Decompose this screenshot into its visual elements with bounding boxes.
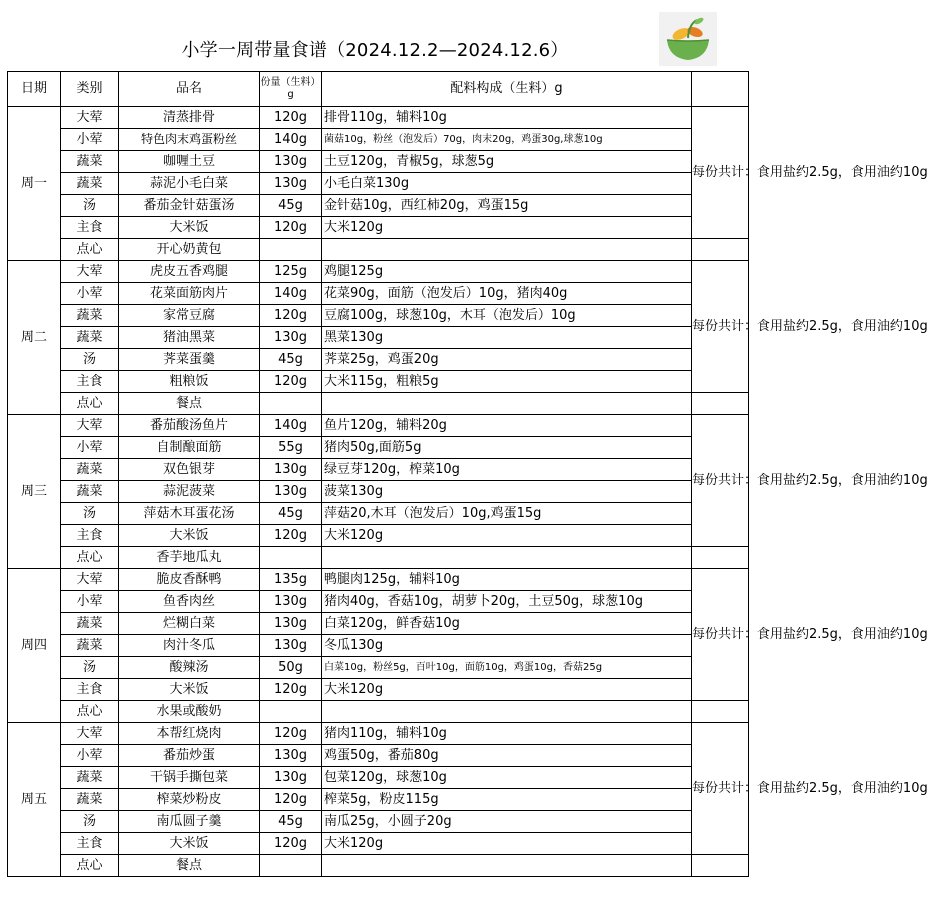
ingredients-cell: 黑菜130g (322, 327, 692, 349)
dish-cell: 开心奶黄包 (119, 239, 260, 261)
dish-cell: 香芋地瓜丸 (119, 547, 260, 569)
ingredients-cell (322, 239, 692, 261)
portion-cell: 140g (260, 129, 322, 151)
ingredients-cell (322, 393, 692, 415)
portion-cell: 130g (260, 613, 322, 635)
ingredients-cell: 白菜120g，鲜香菇10g (322, 613, 692, 635)
dish-cell: 猪油黑菜 (119, 327, 260, 349)
category-cell: 汤 (61, 811, 119, 833)
table-row (8, 415, 749, 437)
table-row (8, 525, 749, 547)
portion-cell: 130g (260, 327, 322, 349)
header-row (8, 72, 749, 107)
table-row (8, 547, 749, 569)
dish-cell: 虎皮五香鸡腿 (119, 261, 260, 283)
table-row (8, 195, 749, 217)
seasoning-note: 每份共计：食用盐约2.5g，食用油约10g (692, 723, 749, 855)
dish-cell: 烂糊白菜 (119, 613, 260, 635)
category-cell: 小荤 (61, 437, 119, 459)
portion-cell: 120g (260, 107, 322, 129)
portion-cell: 45g (260, 811, 322, 833)
dish-cell: 咖喱土豆 (119, 151, 260, 173)
portion-cell: 125g (260, 261, 322, 283)
dish-cell: 清蒸排骨 (119, 107, 260, 129)
portion-cell: 130g (260, 745, 322, 767)
ingredients-cell: 大米120g (322, 525, 692, 547)
table-row (8, 349, 749, 371)
logo-icon (659, 12, 717, 66)
table-row (8, 305, 749, 327)
portion-cell: 55g (260, 437, 322, 459)
category-cell: 大荤 (61, 415, 119, 437)
portion-cell: 120g (260, 305, 322, 327)
category-cell: 小荤 (61, 745, 119, 767)
dish-cell: 蒜泥小毛白菜 (119, 173, 260, 195)
table-row (8, 151, 749, 173)
dish-cell: 榨菜炒粉皮 (119, 789, 260, 811)
table-row (8, 789, 749, 811)
ingredients-cell: 荠菜25g，鸡蛋20g (322, 349, 692, 371)
dish-cell: 大米饭 (119, 679, 260, 701)
table-row (8, 283, 749, 305)
table-row (8, 855, 749, 877)
ingredients-cell: 菌菇10g，粉丝（泡发后）70g，肉末20g，鸡蛋30g,球葱10g (322, 129, 692, 151)
portion-cell: 120g (260, 833, 322, 855)
ingredients-cell (322, 547, 692, 569)
note-blank-cell (692, 855, 749, 877)
table-row (8, 811, 749, 833)
header-category: 类别 (61, 72, 119, 107)
category-cell: 小荤 (61, 283, 119, 305)
portion-cell: 120g (260, 679, 322, 701)
header-ingredients: 配料构成（生料）g (322, 72, 692, 107)
ingredients-cell: 冬瓜130g (322, 635, 692, 657)
dish-cell: 本帮红烧肉 (119, 723, 260, 745)
portion-cell: 140g (260, 415, 322, 437)
table-row (8, 833, 749, 855)
ingredients-cell: 榨菜5g，粉皮115g (322, 789, 692, 811)
ingredients-cell: 大米115g，粗粮5g (322, 371, 692, 393)
table-row (8, 591, 749, 613)
dish-cell: 番茄炒蛋 (119, 745, 260, 767)
dish-cell: 荠菜蛋羹 (119, 349, 260, 371)
header-portion: 份量（生料）g (260, 72, 322, 107)
table-row (8, 393, 749, 415)
category-cell: 大荤 (61, 261, 119, 283)
dish-cell: 脆皮香酥鸭 (119, 569, 260, 591)
seasoning-note: 每份共计：食用盐约2.5g，食用油约10g (692, 415, 749, 547)
seasoning-note: 每份共计：食用盐约2.5g，食用油约10g (692, 261, 749, 393)
category-cell: 点心 (61, 393, 119, 415)
ingredients-cell: 南瓜25g，小圆子20g (322, 811, 692, 833)
category-cell: 点心 (61, 547, 119, 569)
portion-cell: 120g (260, 217, 322, 239)
seasoning-note: 每份共计：食用盐约2.5g，食用油约10g (692, 569, 749, 701)
category-cell: 主食 (61, 679, 119, 701)
dish-cell: 双色银芽 (119, 459, 260, 481)
day-cell: 周五 (8, 723, 61, 877)
portion-cell: 140g (260, 283, 322, 305)
portion-cell: 45g (260, 195, 322, 217)
table-row (8, 503, 749, 525)
category-cell: 蔬菜 (61, 481, 119, 503)
portion-cell: 130g (260, 151, 322, 173)
category-cell: 点心 (61, 701, 119, 723)
dish-cell: 萍菇木耳蛋花汤 (119, 503, 260, 525)
ingredients-cell: 大米120g (322, 833, 692, 855)
table-row (8, 327, 749, 349)
ingredients-cell: 猪肉50g,面筋5g (322, 437, 692, 459)
ingredients-cell: 白菜10g，粉丝5g，百叶10g，面筋10g，鸡蛋10g，香菇25g (322, 657, 692, 679)
portion-cell (260, 393, 322, 415)
header-day: 日期 (8, 72, 61, 107)
dish-cell: 粗粮饭 (119, 371, 260, 393)
dish-cell: 鱼香肉丝 (119, 591, 260, 613)
ingredients-cell (322, 855, 692, 877)
dish-cell: 水果或酸奶 (119, 701, 260, 723)
portion-cell: 130g (260, 591, 322, 613)
ingredients-cell: 鸡腿125g (322, 261, 692, 283)
category-cell: 蔬菜 (61, 789, 119, 811)
dish-cell: 蒜泥菠菜 (119, 481, 260, 503)
page-title: 小学一周带量食谱（2024.12.2—2024.12.6） (181, 40, 569, 61)
dish-cell: 肉汁冬瓜 (119, 635, 260, 657)
ingredients-cell: 金针菇10g，西红柿20g，鸡蛋15g (322, 195, 692, 217)
ingredients-cell: 菠菜130g (322, 481, 692, 503)
ingredients-cell: 大米120g (322, 217, 692, 239)
category-cell: 汤 (61, 195, 119, 217)
ingredients-cell: 小毛白菜130g (322, 173, 692, 195)
table-row (8, 569, 749, 591)
portion-cell: 120g (260, 371, 322, 393)
category-cell: 蔬菜 (61, 767, 119, 789)
category-cell: 蔬菜 (61, 327, 119, 349)
dish-cell: 大米饭 (119, 525, 260, 547)
table-row (8, 239, 749, 261)
category-cell: 点心 (61, 239, 119, 261)
menu-body (8, 107, 928, 877)
portion-cell (260, 239, 322, 261)
note-blank-cell (692, 547, 749, 569)
seasoning-note: 每份共计：食用盐约2.5g，食用油约10g (692, 107, 749, 239)
ingredients-cell: 包菜120g，球葱10g (322, 767, 692, 789)
portion-cell: 120g (260, 789, 322, 811)
portion-cell: 50g (260, 657, 322, 679)
day-cell: 周三 (8, 415, 61, 569)
dish-cell: 自制酿面筋 (119, 437, 260, 459)
ingredients-cell: 豆腐100g，球葱10g，木耳（泡发后）10g (322, 305, 692, 327)
table-row (8, 459, 749, 481)
portion-cell: 130g (260, 173, 322, 195)
table-row (8, 701, 749, 723)
category-cell: 小荤 (61, 129, 119, 151)
ingredients-cell: 排骨110g，辅料10g (322, 107, 692, 129)
day-cell: 周一 (8, 107, 61, 261)
dish-cell: 南瓜圆子羹 (119, 811, 260, 833)
category-cell: 蔬菜 (61, 173, 119, 195)
table-row (8, 635, 749, 657)
category-cell: 蔬菜 (61, 613, 119, 635)
portion-cell: 135g (260, 569, 322, 591)
portion-cell: 130g (260, 767, 322, 789)
category-cell: 主食 (61, 217, 119, 239)
portion-cell: 45g (260, 349, 322, 371)
portion-cell (260, 701, 322, 723)
category-cell: 蔬菜 (61, 151, 119, 173)
category-cell: 蔬菜 (61, 459, 119, 481)
category-cell: 汤 (61, 349, 119, 371)
category-cell: 点心 (61, 855, 119, 877)
ingredients-cell: 鸡蛋50g，番茄80g (322, 745, 692, 767)
ingredients-cell (322, 701, 692, 723)
portion-cell: 130g (260, 635, 322, 657)
table-row (8, 173, 749, 195)
category-cell: 蔬菜 (61, 305, 119, 327)
portion-cell (260, 855, 322, 877)
table-row (8, 217, 749, 239)
category-cell: 汤 (61, 657, 119, 679)
table-row (8, 261, 749, 283)
ingredients-cell: 猪肉40g，香菇10g，胡萝卜20g，土豆50g，球葱10g (322, 591, 692, 613)
table-row (8, 107, 749, 129)
day-cell: 周四 (8, 569, 61, 723)
ingredients-cell: 鱼片120g，辅料20g (322, 415, 692, 437)
ingredients-cell: 大米120g (322, 679, 692, 701)
category-cell: 大荤 (61, 569, 119, 591)
dish-cell: 大米饭 (119, 833, 260, 855)
ingredients-cell: 土豆120g，青椒5g，球葱5g (322, 151, 692, 173)
category-cell: 主食 (61, 525, 119, 547)
portion-cell: 120g (260, 723, 322, 745)
day-cell: 周二 (8, 261, 61, 415)
dish-cell: 家常豆腐 (119, 305, 260, 327)
header-dish: 品名 (119, 72, 260, 107)
category-cell: 蔬菜 (61, 635, 119, 657)
table-row (8, 679, 749, 701)
ingredients-cell: 萍菇20,木耳（泡发后）10g,鸡蛋15g (322, 503, 692, 525)
table-row (8, 767, 749, 789)
table-row (8, 613, 749, 635)
dish-cell: 干锅手撕包菜 (119, 767, 260, 789)
table-row (8, 129, 749, 151)
dish-cell: 番茄酸汤鱼片 (119, 415, 260, 437)
table-row (8, 371, 749, 393)
header-note (692, 72, 749, 107)
ingredients-cell: 鸭腿肉125g，辅料10g (322, 569, 692, 591)
category-cell: 大荤 (61, 723, 119, 745)
portion-cell: 130g (260, 459, 322, 481)
category-cell: 大荤 (61, 107, 119, 129)
portion-cell: 120g (260, 525, 322, 547)
table-row (8, 437, 749, 459)
dish-cell: 番茄金针菇蛋汤 (119, 195, 260, 217)
table-row (8, 481, 749, 503)
portion-cell (260, 547, 322, 569)
dish-cell: 餐点 (119, 393, 260, 415)
category-cell: 小荤 (61, 591, 119, 613)
portion-cell: 45g (260, 503, 322, 525)
ingredients-cell: 猪肉110g，辅料10g (322, 723, 692, 745)
table-row (8, 657, 749, 679)
dish-cell: 大米饭 (119, 217, 260, 239)
note-blank-cell (692, 701, 749, 723)
table-row (8, 723, 749, 745)
table-row (8, 745, 749, 767)
note-blank-cell (692, 393, 749, 415)
menu-table (7, 71, 928, 877)
ingredients-cell: 花菜90g，面筋（泡发后）10g，猪肉40g (322, 283, 692, 305)
ingredients-cell: 绿豆芽120g，榨菜10g (322, 459, 692, 481)
category-cell: 汤 (61, 503, 119, 525)
dish-cell: 餐点 (119, 855, 260, 877)
dish-cell: 花菜面筋肉片 (119, 283, 260, 305)
note-blank-cell (692, 239, 749, 261)
dish-cell: 酸辣汤 (119, 657, 260, 679)
portion-cell: 130g (260, 481, 322, 503)
category-cell: 主食 (61, 833, 119, 855)
category-cell: 主食 (61, 371, 119, 393)
dish-cell: 特色肉末鸡蛋粉丝 (119, 129, 260, 151)
